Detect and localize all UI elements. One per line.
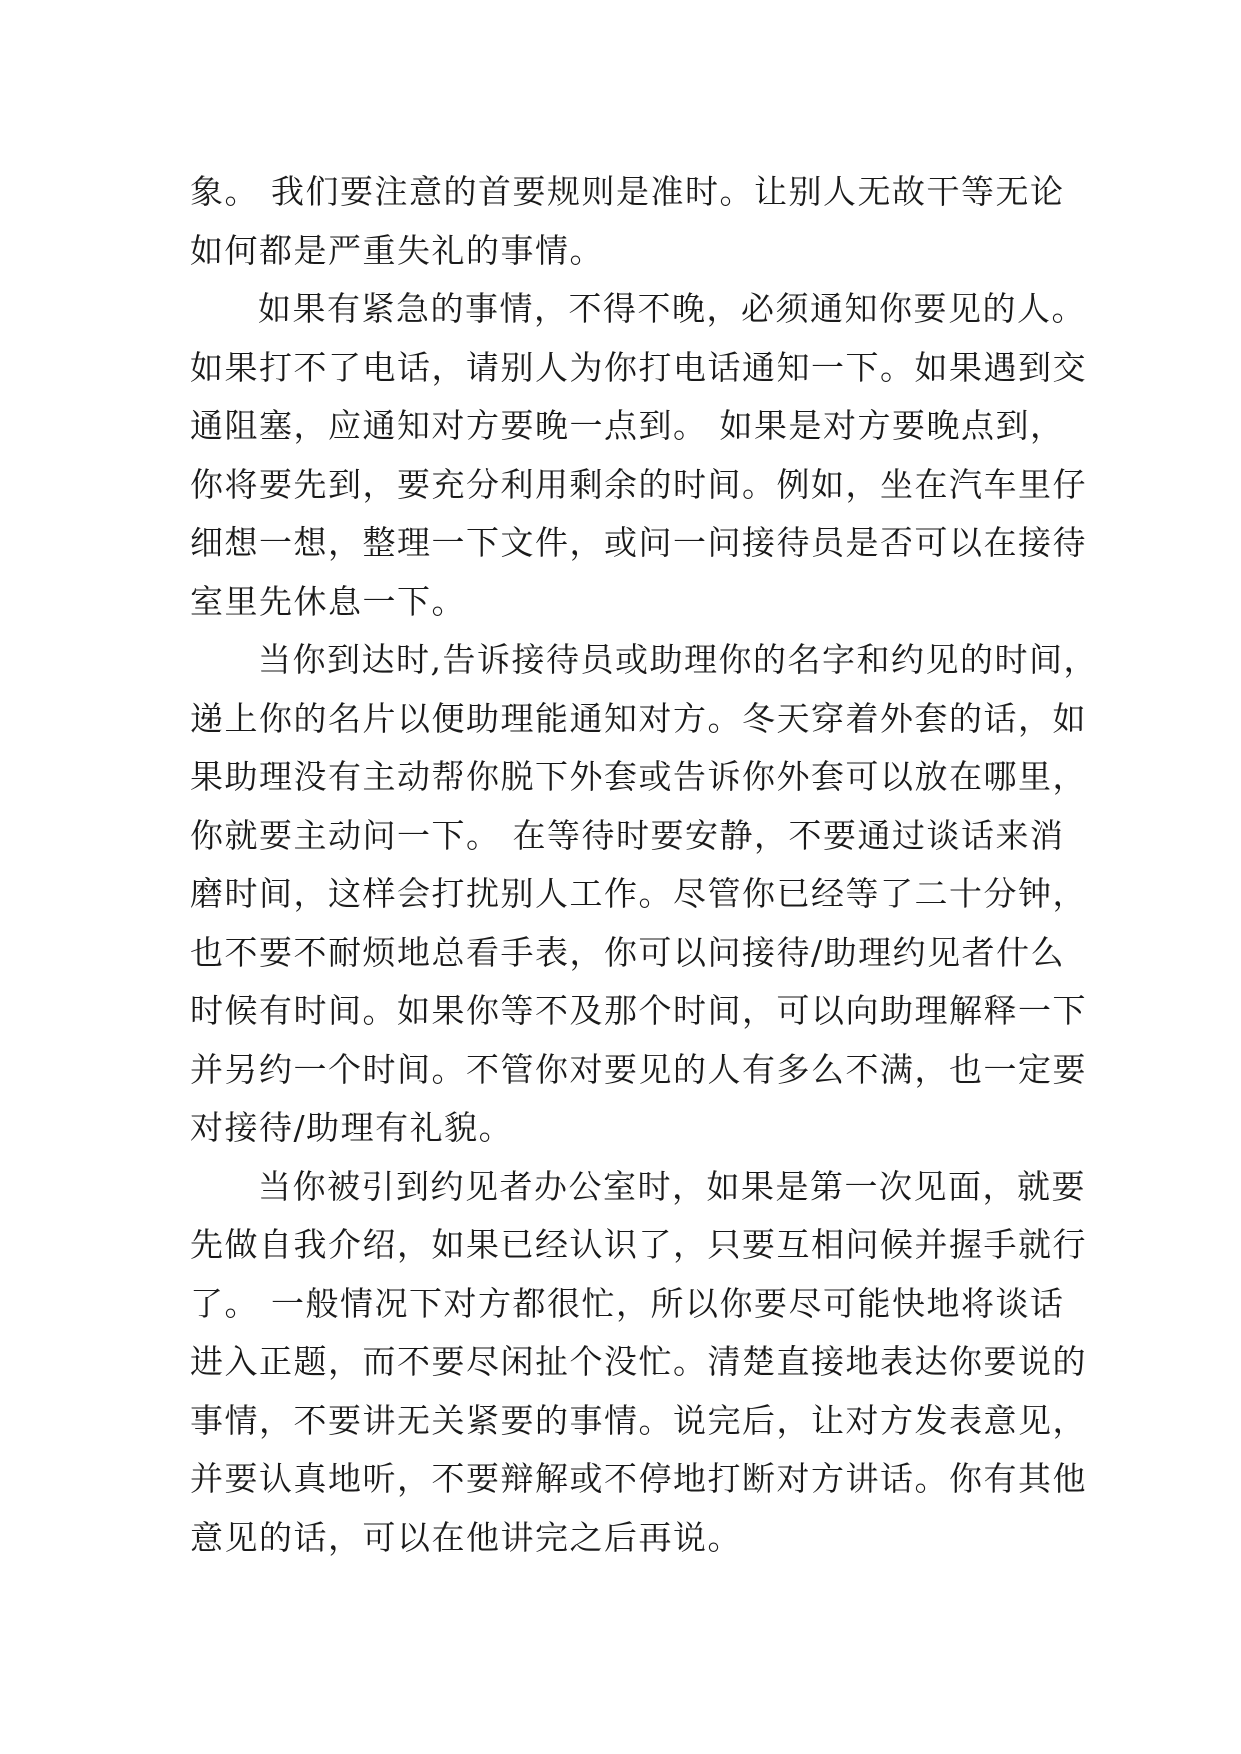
text-line: 并要认真地听，不要辩解或不停地打断对方讲话。你有其他 xyxy=(190,1459,1087,1498)
paragraph-1 xyxy=(190,163,1070,280)
text-line: 细想一想，整理一下文件，或问一问接待员是否可以在接待 xyxy=(190,523,1087,562)
text-line: 递上你的名片以便助理能通知对方。冬天穿着外套的话，如 xyxy=(190,698,1087,738)
text-line: 当你到达时,告诉接待员或助理你的名字和约见的时间， xyxy=(258,640,1098,679)
text-line: 先做自我介绍，如果已经认识了，只要互相问候并握手就行 xyxy=(190,1225,1087,1264)
paragraph-4 xyxy=(190,1158,1087,1568)
text-line: 你将要先到，要充分利用剩余的时间。例如，坐在汽车里仔 xyxy=(190,464,1087,504)
text-line: 你就要主动问一下。 在等待时要安静，不要通过谈话来消 xyxy=(190,815,1065,855)
text-line: 进入正题，而不要尽闲扯个没忙。清楚直接地表达你要说的 xyxy=(190,1342,1087,1381)
text-line: 室里先休息一下。 xyxy=(190,581,466,621)
paragraph-2 xyxy=(190,280,1087,631)
text-line: 果助理没有主动帮你脱下外套或告诉你外套可以放在哪里， xyxy=(190,757,1087,796)
text-line: 意见的话，可以在他讲完之后再说。 xyxy=(190,1517,742,1557)
text-line: 如果有紧急的事情，不得不晚，必须通知你要见的人。 xyxy=(258,289,1086,328)
text-line: 通阻塞，应通知对方要晚一点到。 如果是对方要晚点到， xyxy=(190,406,1065,445)
text-line: 如何都是严重失礼的事情。 xyxy=(190,230,604,270)
text-line: 象。 我们要注意的首要规则是准时。让别人无故干等无论 xyxy=(190,172,1065,211)
text-line: 对接待/助理有礼貌。 xyxy=(190,1108,514,1147)
body-text xyxy=(190,163,1098,1567)
text-line: 磨时间，这样会打扰别人工作。尽管你已经等了二十分钟， xyxy=(190,874,1087,913)
text-line: 事情，不要讲无关紧要的事情。说完后，让对方发表意见， xyxy=(190,1400,1087,1440)
text-line: 也不要不耐烦地总看手表，你可以问接待/助理约见者什么 xyxy=(190,932,1066,972)
text-line: 如果打不了电话，请别人为你打电话通知一下。如果遇到交 xyxy=(190,347,1087,387)
paragraph-3 xyxy=(190,631,1098,1158)
text-line: 当你被引到约见者办公室时，如果是第一次见面，就要 xyxy=(258,1166,1086,1206)
text-line: 并另约一个时间。不管你对要见的人有多么不满，也一定要 xyxy=(190,1049,1087,1089)
text-line: 时候有时间。如果你等不及那个时间，可以向助理解释一下 xyxy=(190,991,1087,1030)
text-line: 了。 一般情况下对方都很忙，所以你要尽可能快地将谈话 xyxy=(190,1283,1065,1323)
